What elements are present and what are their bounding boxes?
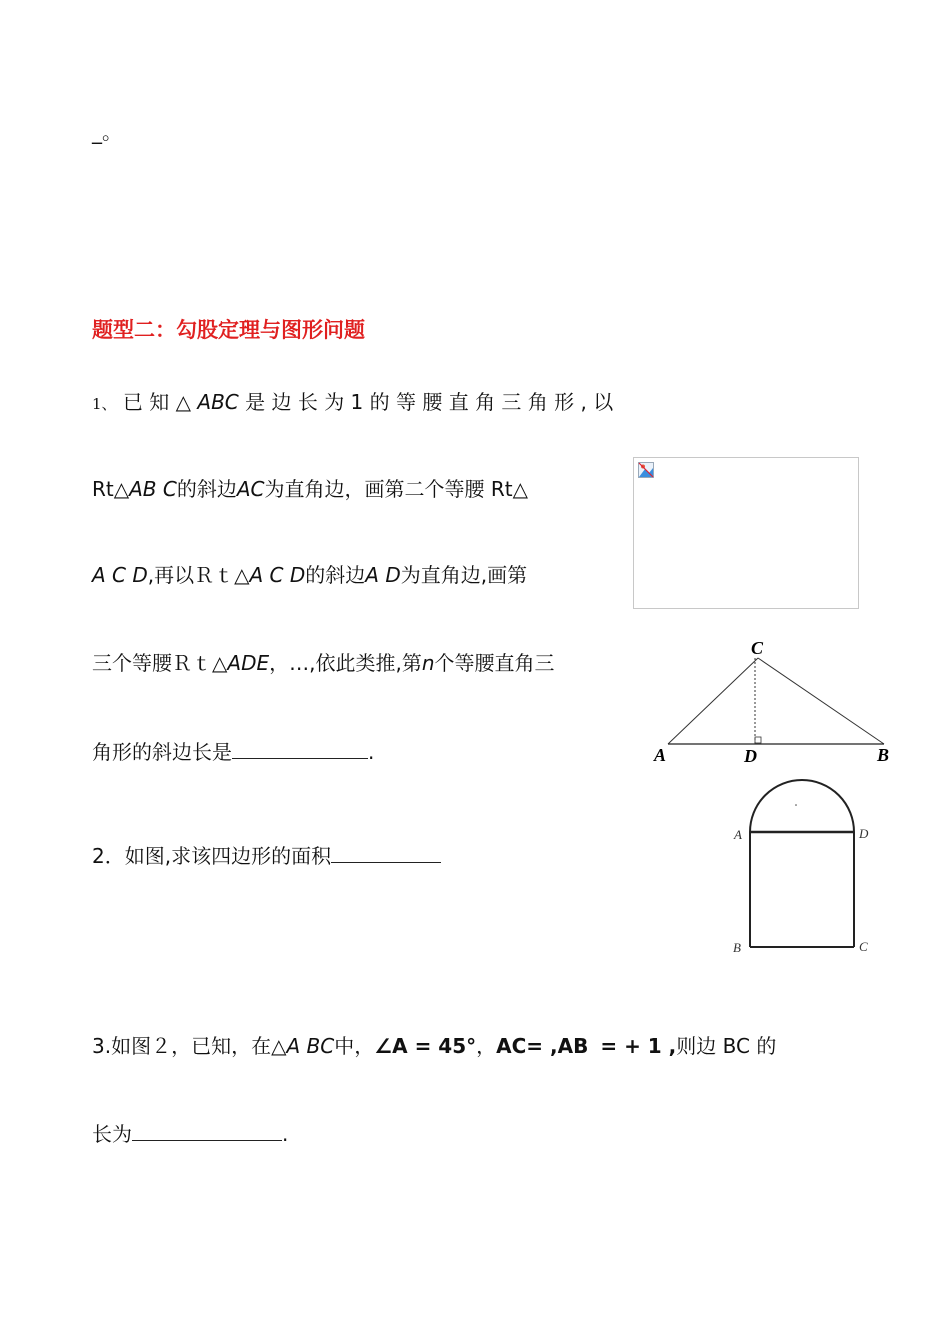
top-fragment: _。 <box>92 120 122 144</box>
q1-number: 1 <box>92 395 102 413</box>
q3-answer-blank[interactable] <box>132 1122 282 1141</box>
broken-image-icon <box>638 462 654 478</box>
q1-l2-a: Rt△ <box>92 477 130 501</box>
q3-l1-e: 则边 BC 的 <box>676 1034 777 1058</box>
q1-l5-end: . <box>368 740 375 764</box>
right-angle-mark <box>755 737 761 743</box>
q1-l1-a: 已 知 △ <box>122 390 192 414</box>
arch-label-b: B <box>733 940 741 955</box>
arch-label-c: C <box>859 939 868 954</box>
label-d: D <box>744 746 757 766</box>
q1-l4-a: 三个等腰Ｒｔ△ <box>92 651 228 675</box>
q3-l1-angle: ∠A = 45° <box>374 1034 477 1058</box>
arch-figure <box>728 776 878 962</box>
triangle-figure <box>648 636 898 770</box>
q3-l1-c: ， <box>476 1034 497 1058</box>
q1-l3-c: 为直角边,画第 <box>400 563 528 587</box>
q1-answer-blank[interactable] <box>232 740 368 759</box>
q3-l2-a: 长为 <box>92 1122 132 1146</box>
q1-sep: 、 <box>101 395 117 413</box>
q1-l1-abc: ABC <box>197 390 239 414</box>
label-a: A <box>654 745 667 765</box>
q1-line-3 <box>92 561 527 589</box>
arch-label-a: A <box>734 827 742 842</box>
side-cb <box>758 658 884 744</box>
image-placeholder <box>633 457 859 609</box>
q3-line-1 <box>92 1032 776 1060</box>
q1-line-2 <box>92 475 528 503</box>
q1-l4-c: 个等腰直角三 <box>434 651 555 675</box>
q1-l5-a: 角形的斜边长是 <box>92 740 232 764</box>
q1-l3-ad: A D <box>365 563 401 587</box>
q1-l3-acd2: A C D <box>249 563 306 587</box>
q3-l2-end: . <box>282 1122 289 1146</box>
q2-line <box>92 842 441 870</box>
semicircle-arc <box>750 780 854 832</box>
q2-answer-blank[interactable] <box>331 844 441 863</box>
q1-l1-b: 是 边 长 为 1 的 等 腰 直 角 三 角 形 , 以 <box>245 390 614 414</box>
q3-l1-abc: A BC <box>286 1034 335 1058</box>
q3-l1-ac: AC= ,AB <box>496 1034 589 1058</box>
q3-line-2 <box>92 1120 288 1148</box>
side-ac <box>668 658 758 744</box>
q1-l2-abc: AB C <box>129 477 177 501</box>
q1-l3-a: ,再以Ｒｔ△ <box>147 563 250 587</box>
arch-label-d: D <box>859 826 869 841</box>
center-dot <box>795 804 797 806</box>
q1-l3-acd: A C D <box>92 563 148 587</box>
section-title: 题型二：勾股定理与图形问题 <box>92 318 365 342</box>
q1-line-4 <box>92 649 555 677</box>
q2-text: 2．如图,求该四边形的面积 <box>92 844 332 868</box>
q1-line-5 <box>92 738 374 766</box>
q1-l4-b: ，…,依此类推,第 <box>269 651 422 675</box>
label-c: C <box>751 638 764 658</box>
q1-line-1 <box>92 388 613 418</box>
q1-l2-c: 为直角边，画第二个等腰 Rt△ <box>264 477 528 501</box>
q1-l2-ac: AC <box>236 477 265 501</box>
q3-l1-a: 3.如图２，已知，在△ <box>92 1034 287 1058</box>
q1-l3-b: 的斜边 <box>305 563 366 587</box>
q1-l4-n: n <box>421 651 435 675</box>
q1-l4-ade: ADE <box>227 651 270 675</box>
q3-l1-b: 中， <box>334 1034 375 1058</box>
label-b: B <box>877 745 890 765</box>
q1-l2-b: 的斜边 <box>176 477 237 501</box>
q3-l1-d: = + 1 , <box>600 1034 677 1058</box>
